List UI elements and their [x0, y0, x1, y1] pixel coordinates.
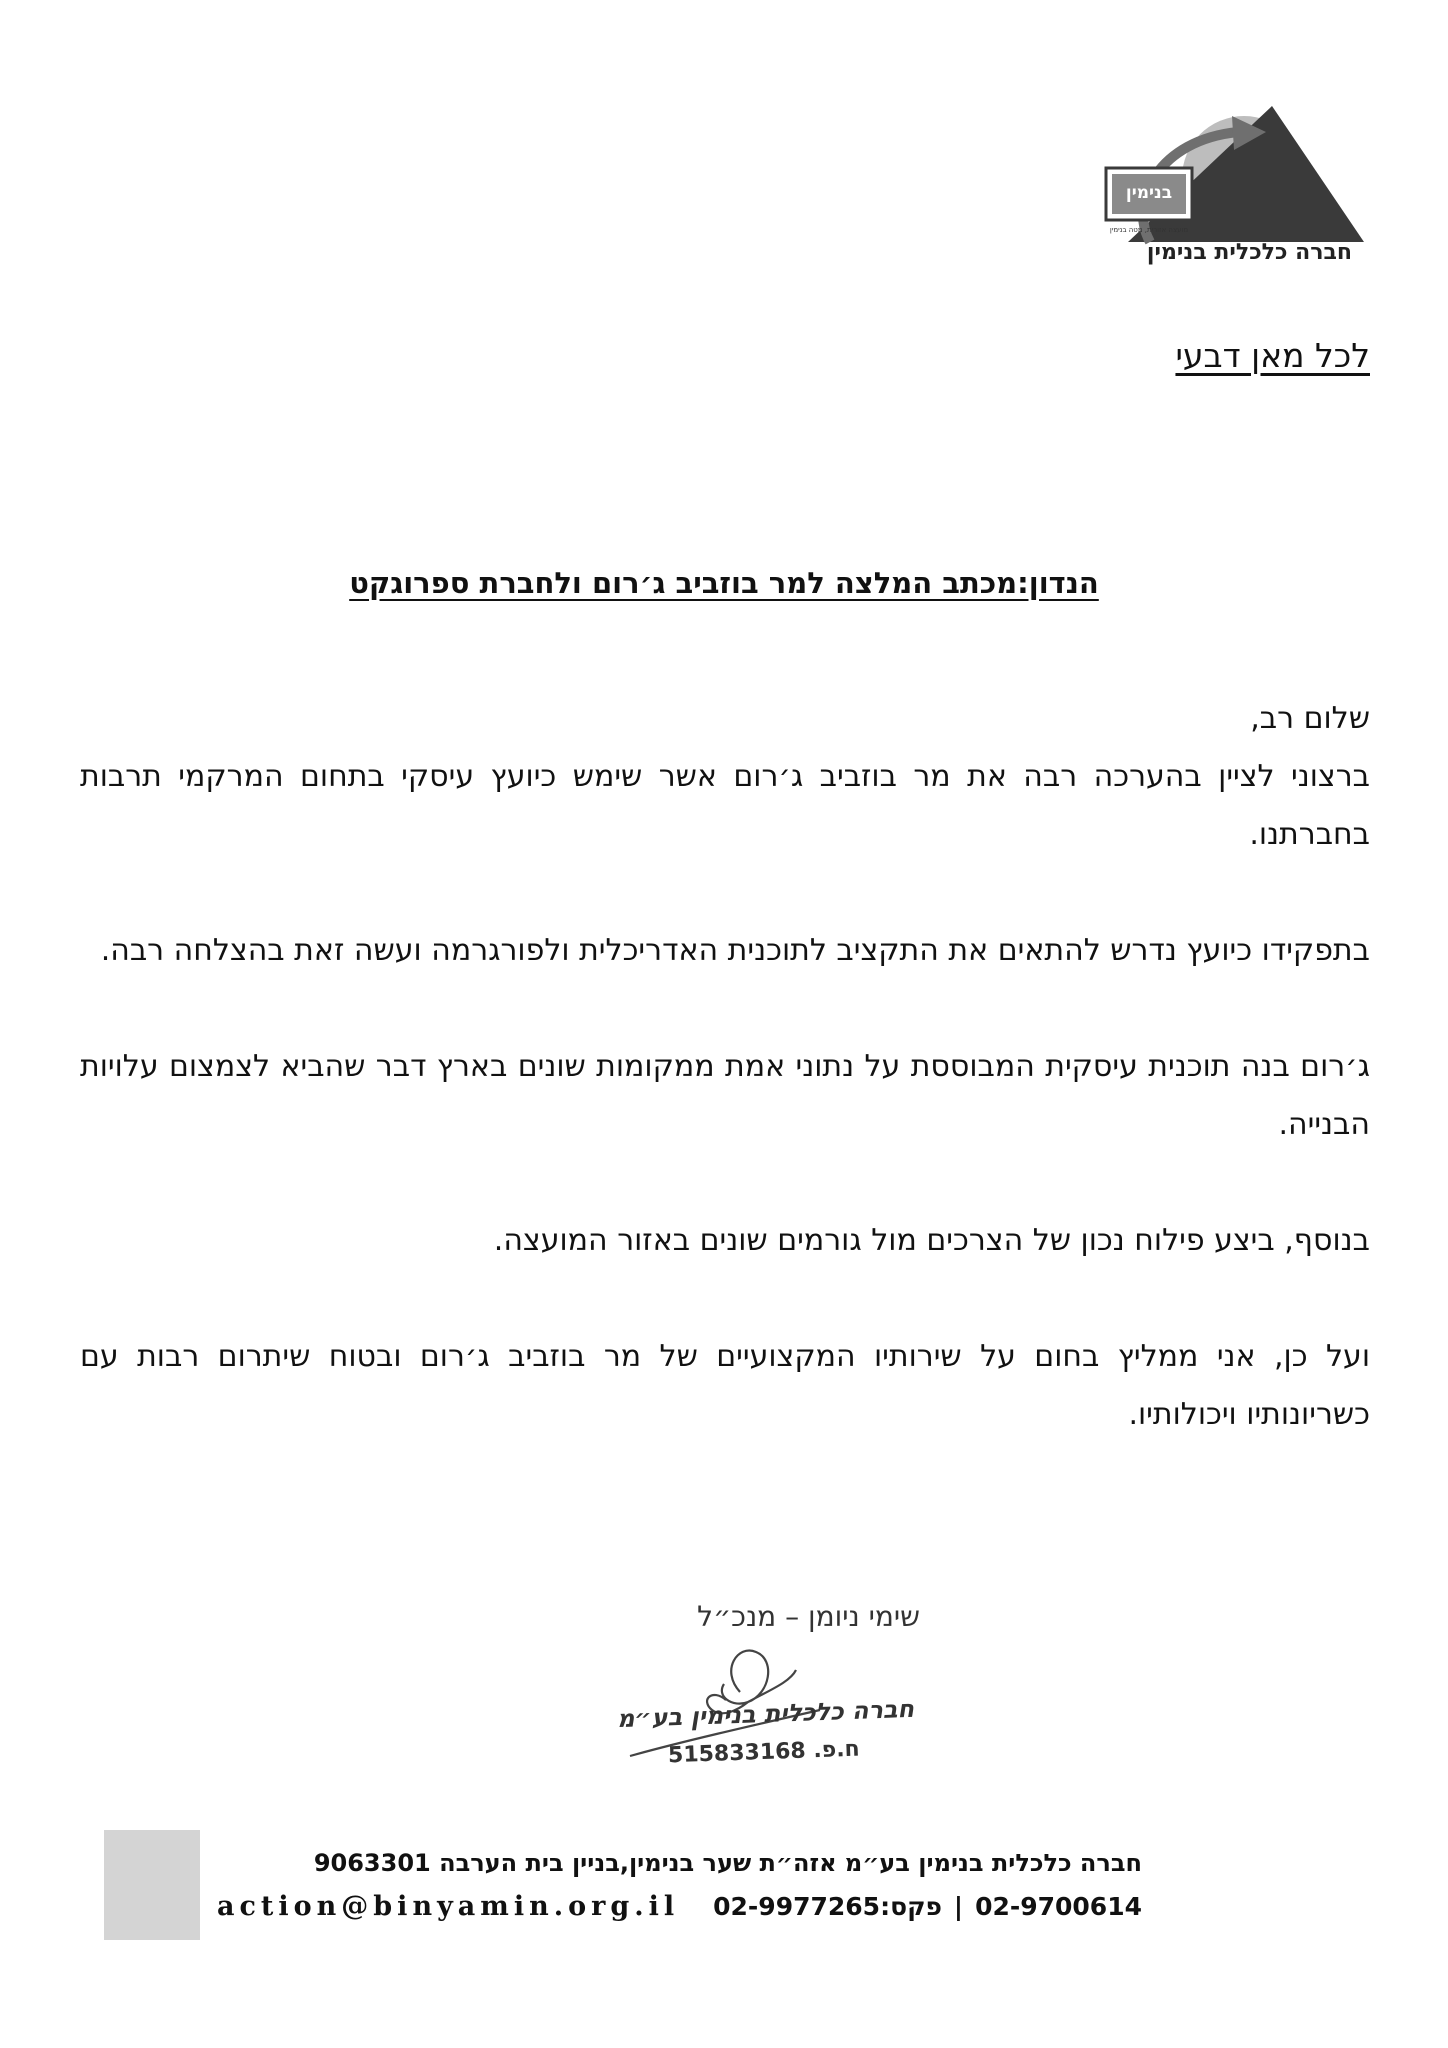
paragraph-4: בנוסף, ביצע פילוח נכון של הצרכים מול גורמים שונים באזור המועצה. — [493, 1223, 1370, 1258]
footer-email[interactable]: action@binyamin.org.il — [217, 1891, 680, 1922]
paragraph-5: ועל כן, אני ממליץ בחום על שירותיו המקצועיים של מר בוזביב ג׳רום ובטוח שיתרום רבות עם כשריונותיו ויכולותיו. — [80, 1339, 1370, 1432]
subject-line: הנדון:מכתב המלצה למר בוזביב ג׳רום ולחברת ספרוגקט — [349, 566, 1099, 600]
footer-separator: | — [953, 1892, 964, 1921]
addressee: לכל מאן דבעי — [1175, 336, 1370, 375]
stamp-company-id: ח.פ. 515833168 — [667, 1736, 861, 1769]
logo-emblem-text: בנימין — [1125, 183, 1173, 203]
letter-body — [80, 690, 1370, 1444]
footer-gray-square — [104, 1830, 200, 1940]
footer-contacts — [217, 1891, 1142, 1922]
footer-fax: פקס:02-9977265 — [713, 1892, 942, 1921]
greeting: שלום רב, — [1250, 701, 1370, 736]
logo-subtext: מועצה אזורית, מטה בנימין — [1109, 226, 1189, 234]
footer-phone: 02-9700614 — [975, 1892, 1142, 1921]
footer-address: חברה כלכלית בנימין בע״מ אזה״ת שער בנימין,בניין בית הערבה 9063301 — [313, 1849, 1142, 1877]
stamp-company: חברה כלכלית בנימין בע״מ — [616, 1694, 915, 1734]
signature-block — [560, 1600, 920, 1830]
paragraph-3: ג׳רום בנה תוכנית עיסקית המבוססת על נתוני אמת ממקומות שונים בארץ דבר שהביא לצמצום עלויות הבנייה. — [80, 1049, 1370, 1142]
company-logo — [1088, 92, 1368, 272]
company-name: חברה כלכלית בנימין — [1146, 240, 1352, 265]
signer-name: שימי ניומן – מנכ״ל — [697, 1600, 920, 1633]
paragraph-1: ברצוני לציין בהערכה רבה את מר בוזביב ג׳רום אשר שימש כיועץ עיסקי בתחום המרקמי תרבות בחברתנו. — [80, 759, 1370, 852]
paragraph-2: בתפקידו כיועץ נדרש להתאים את התקציב לתוכנית האדריכלית ולפורגרמה ועשה זאת בהצלחה רבה. — [100, 933, 1370, 968]
